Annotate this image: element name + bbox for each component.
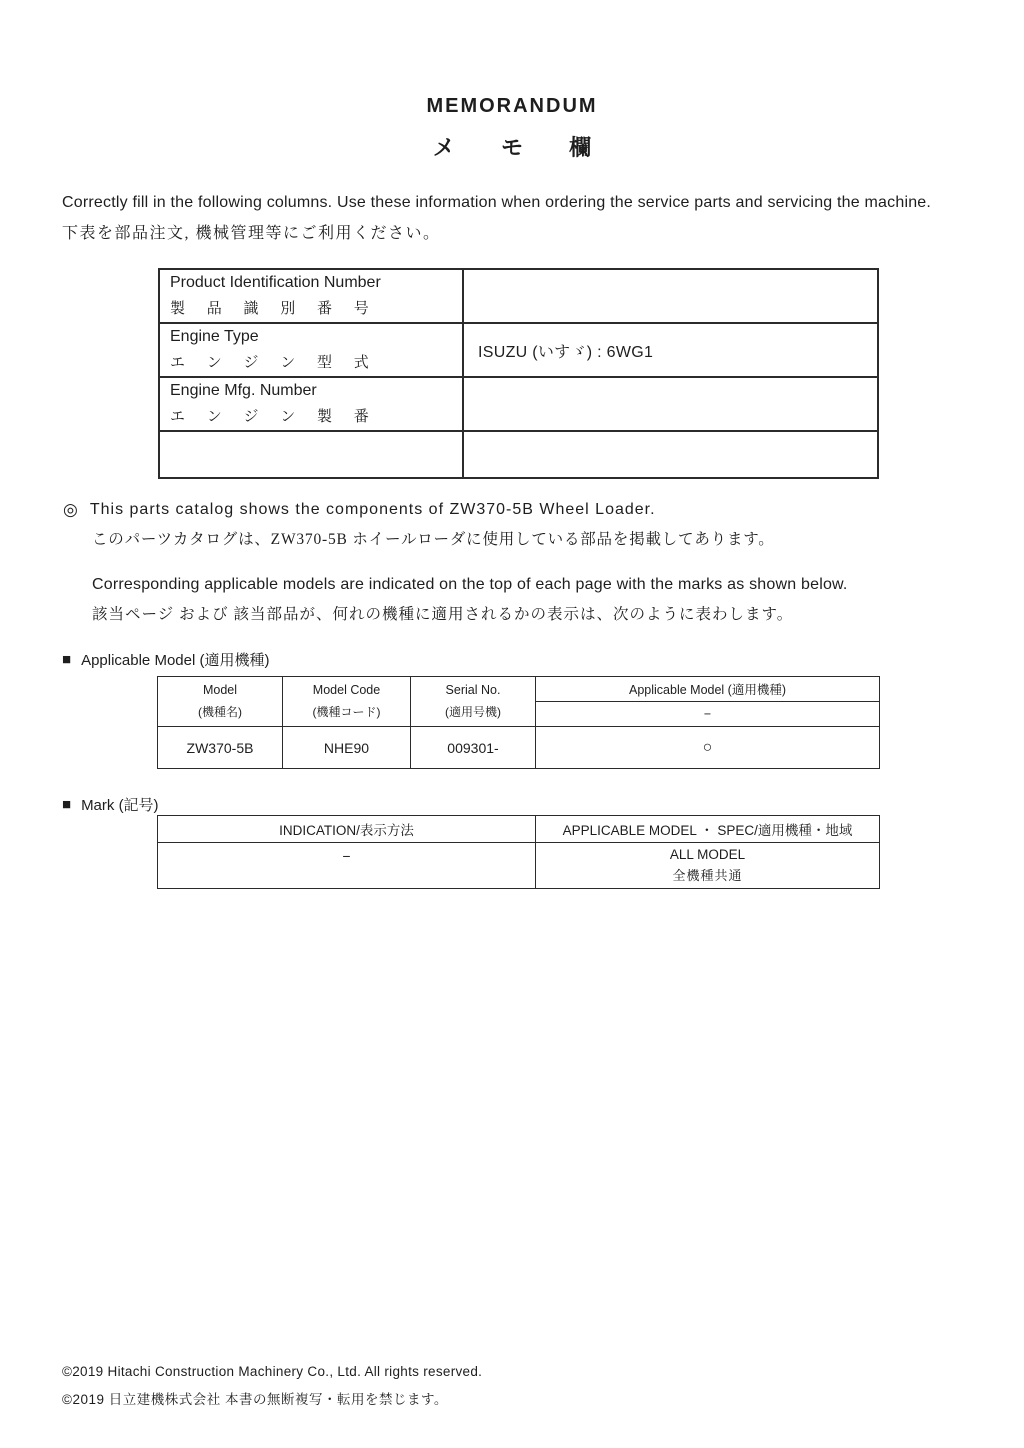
info-label-blank: [159, 431, 463, 478]
label-ja: エ ン ジ ン 型 式: [170, 355, 378, 371]
mark-section-header: [62, 794, 159, 815]
header-text: Applicable Model (適用機種): [629, 682, 786, 697]
header-ja: (機種名): [198, 705, 242, 719]
table-header-row: [158, 677, 880, 702]
copyright-footer: [62, 1364, 482, 1408]
col-header-serial-no: [411, 677, 536, 727]
page-title-japanese: メ モ 欄: [432, 135, 612, 160]
info-label-engine-type: [159, 323, 463, 377]
square-bullet-icon: ■: [62, 796, 72, 813]
info-label-product-id: [159, 269, 463, 323]
info-value-blank: [463, 431, 878, 478]
intro-text-en: Correctly fill in the following columns. Use these information when ordering the service parts and servicing the machine.: [62, 194, 932, 211]
label-ja: 製 品 識 別 番 号: [170, 301, 378, 317]
cell-all-model: [536, 843, 880, 889]
catalog-note-ja: このパーツカタログは、ZW370-5B ホイールローダに使用している部品を掲載してあります。: [92, 531, 775, 548]
applicable-model-section-header: [62, 649, 269, 670]
table-header-row: [158, 816, 880, 843]
col-header-applicable-model: [536, 677, 880, 702]
header-ja: (機種コード): [312, 705, 381, 719]
intro-paragraph: [62, 194, 931, 243]
header-en: Serial No.: [445, 683, 501, 697]
col-header-indication: INDICATION/表示方法: [158, 816, 536, 843]
square-bullet-icon: ■: [62, 651, 72, 668]
all-model-en: ALL MODEL: [669, 847, 746, 862]
models-note: [92, 576, 848, 624]
double-circle-bullet: ◎: [63, 500, 78, 519]
info-value-engine-type: ISUZU (いすゞ) : 6WG1: [463, 323, 878, 377]
table-row: [159, 323, 878, 377]
cell-indication-dash: −: [158, 843, 536, 889]
catalog-note: [63, 499, 775, 549]
cell-applicable-circle-mark: ○: [536, 727, 880, 769]
label-en: Engine Mfg. Number: [170, 382, 317, 399]
table-row: [159, 269, 878, 323]
col-header-model: [158, 677, 283, 727]
label-en: Product Identification Number: [170, 274, 381, 291]
col-header-applicable-spec: APPLICABLE MODEL ・ SPEC/適用機種・地域: [536, 816, 880, 843]
cell-model-code: NHE90: [283, 727, 411, 769]
label-ja: エ ン ジ ン 製 番: [170, 409, 378, 425]
cell-model: ZW370-5B: [158, 727, 283, 769]
table-row: [159, 377, 878, 431]
label-en: Engine Type: [170, 328, 259, 345]
header-en: Model: [202, 683, 238, 697]
intro-text-ja: 下表を部品注文, 機械管理等にご利用ください。: [62, 225, 441, 242]
info-label-engine-mfg: [159, 377, 463, 431]
table-row: [158, 843, 880, 889]
section-title: Mark (記号): [81, 797, 159, 814]
info-value-product-id: [463, 269, 878, 323]
table-row: [158, 727, 880, 769]
all-model-ja: 全機種共通: [672, 868, 743, 883]
info-value-engine-mfg: [463, 377, 878, 431]
copyright-en: ©2019 Hitachi Construction Machinery Co., Ltd. All rights reserved.: [62, 1364, 483, 1379]
applicable-model-table: [157, 676, 880, 769]
section-title: Applicable Model (適用機種): [81, 652, 270, 669]
dash-mark: −: [703, 707, 712, 721]
col-subheader-applicable-dash: [536, 702, 880, 727]
models-note-en: Corresponding applicable models are indicated on the top of each page with the marks as shown below.: [92, 576, 848, 593]
models-note-ja: 該当ページ および 該当部品が、何れの機種に適用されるかの表示は、次のように表わします。: [92, 606, 794, 623]
header-en: Model Code: [312, 683, 381, 697]
col-header-model-code: [283, 677, 411, 727]
copyright-ja: ©2019 日立建機株式会社 本書の無断複写・転用を禁じます。: [62, 1392, 448, 1407]
catalog-note-en: This parts catalog shows the components of ZW370-5B Wheel Loader.: [89, 501, 656, 518]
page-title: MEMORANDUM: [426, 95, 598, 117]
info-table: [158, 268, 879, 479]
header-ja: (適用号機): [445, 705, 501, 719]
table-row: [159, 431, 878, 478]
mark-table: [157, 815, 880, 889]
cell-serial-no: 009301-: [411, 727, 536, 769]
